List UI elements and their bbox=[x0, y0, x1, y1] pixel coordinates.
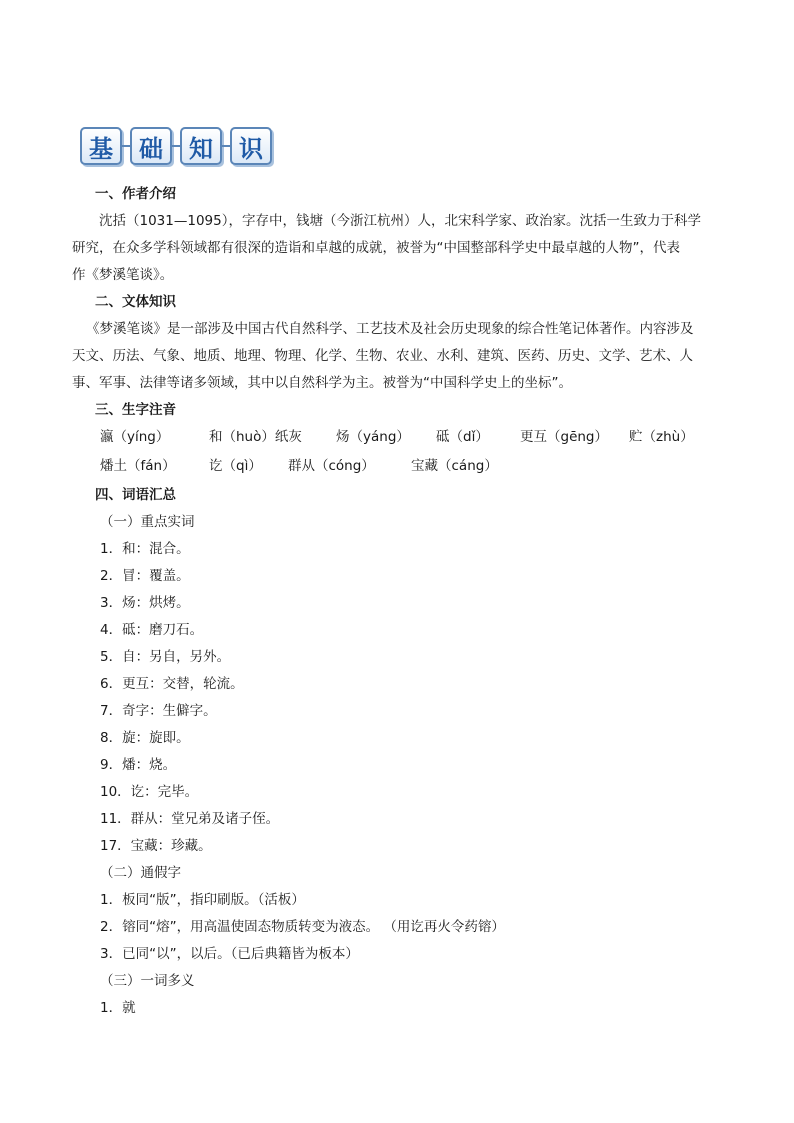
pronunciation-item: 燔土（fán） bbox=[100, 458, 176, 474]
pronunciation-item: 贮（zhù） bbox=[629, 429, 694, 445]
banner-char: 础 bbox=[130, 127, 172, 165]
genre-line: 事、军事、法律等诸多领域，其中以自然科学为主。被誉为“中国科学史上的坐标”。 bbox=[72, 375, 572, 391]
vocab-item: 2．冒：覆盖。 bbox=[100, 568, 190, 584]
pronunciation-heading: 三、生字注音 bbox=[95, 402, 176, 418]
vocab-item: 4．砥：磨刀石。 bbox=[100, 622, 204, 638]
vocab-subheading: （一）重点实词 bbox=[100, 514, 195, 530]
vocab-item: 11．群从：堂兄弟及诸子侄。 bbox=[100, 811, 280, 827]
vocab-item: 7．奇字：生僻字。 bbox=[100, 703, 217, 719]
banner-connector bbox=[222, 145, 230, 147]
banner-char: 知 bbox=[180, 127, 222, 165]
genre-heading: 二、文体知识 bbox=[95, 294, 176, 310]
vocab-item: 3．已同“以”，以后。（已后典籍皆为板本） bbox=[100, 946, 359, 962]
pronunciation-item: 砥（dǐ） bbox=[436, 429, 489, 445]
genre-line: 《梦溪笔谈》是一部涉及中国古代自然科学、工艺技术及社会历史现象的综合性笔记体著作。内容涉及 bbox=[86, 321, 694, 337]
banner-connector bbox=[172, 145, 180, 147]
vocab-item: 9．燔：烧。 bbox=[100, 757, 177, 773]
author-heading: 一、作者介绍 bbox=[95, 186, 176, 202]
vocab-heading: 四、词语汇总 bbox=[95, 487, 176, 503]
pronunciation-item: 讫（qì） bbox=[209, 458, 262, 474]
vocab-item: 1．板同“版”，指印刷版。（活板） bbox=[100, 892, 305, 908]
author-line: 沈括（1031—1095），字存中，钱塘（今浙江杭州）人，北宋科学家、政治家。沈括一生致力于科学 bbox=[99, 213, 701, 229]
pronunciation-item: 群从（cóng） bbox=[288, 458, 375, 474]
author-line: 作《梦溪笔谈》。 bbox=[72, 267, 174, 283]
vocab-subheading: （三）一词多义 bbox=[100, 973, 195, 989]
vocab-item: 3．炀：烘烤。 bbox=[100, 595, 190, 611]
author-line: 研究，在众多学科领域都有很深的造诣和卓越的成就，被誉为“中国整部科学史中最卓越的人物”，代表 bbox=[72, 240, 680, 256]
genre-line: 天文、历法、气象、地质、地理、物理、化学、生物、农业、水利、建筑、医药、历史、文学、艺术、人 bbox=[72, 348, 693, 364]
banner-connector bbox=[122, 145, 130, 147]
banner-char: 识 bbox=[230, 127, 272, 165]
banner-char: 基 bbox=[80, 127, 122, 165]
section-banner bbox=[80, 127, 272, 165]
vocab-item: 8．旋：旋即。 bbox=[100, 730, 190, 746]
pronunciation-item: 炀（yáng） bbox=[336, 429, 410, 445]
vocab-subheading: （二）通假字 bbox=[100, 865, 181, 881]
vocab-item: 2．镕同“熔”，用高温使固态物质转变为液态。 （用讫再火令药镕） bbox=[100, 919, 505, 935]
pronunciation-item: 瀛（yíng） bbox=[100, 429, 170, 445]
vocab-item: 1．和：混合。 bbox=[100, 541, 190, 557]
vocab-item: 5．自：另自，另外。 bbox=[100, 649, 231, 665]
pronunciation-item: 宝藏（cáng） bbox=[411, 458, 498, 474]
pronunciation-item: 和（huò）纸灰 bbox=[209, 429, 302, 445]
vocab-item: 17．宝藏：珍藏。 bbox=[100, 838, 212, 854]
vocab-item: 6．更互：交替，轮流。 bbox=[100, 676, 244, 692]
vocab-item: 10．讫：完毕。 bbox=[100, 784, 199, 800]
pronunciation-item: 更互（gēng） bbox=[520, 429, 609, 445]
vocab-item: 1．就 bbox=[100, 1000, 136, 1016]
